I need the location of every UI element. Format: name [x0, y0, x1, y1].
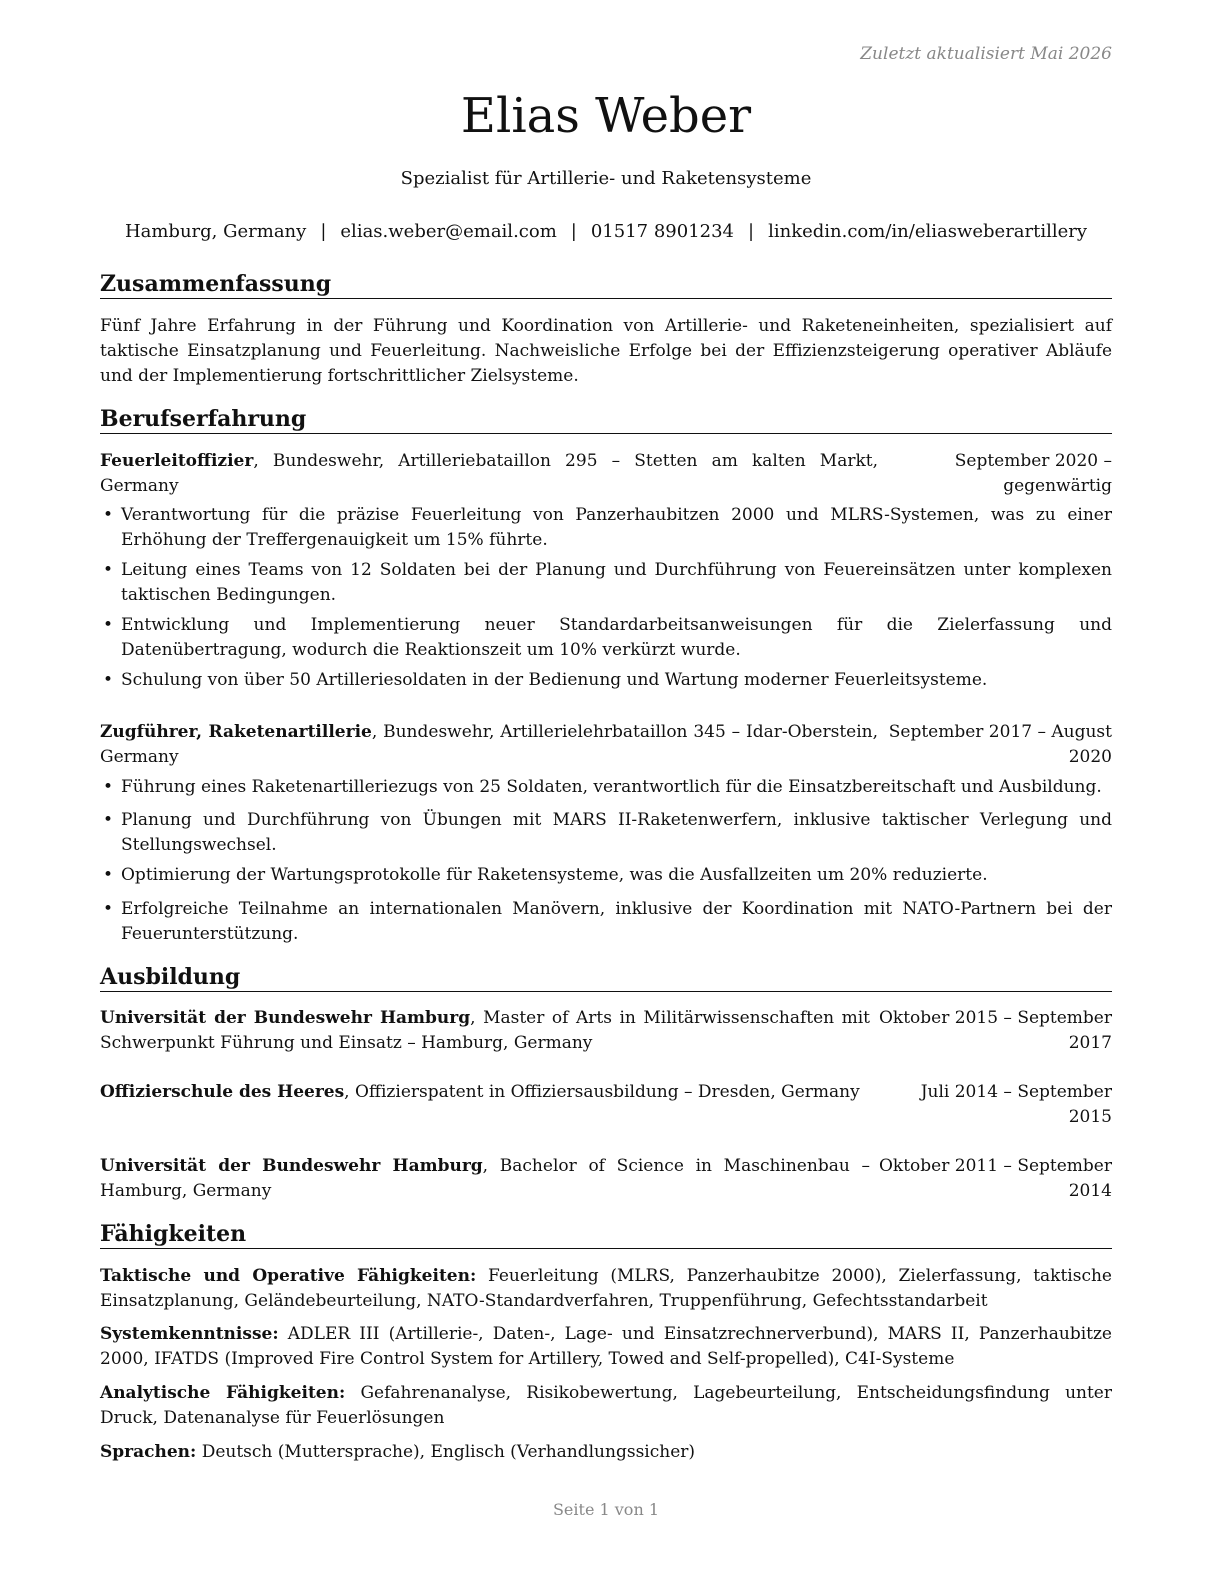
list-item: • Optimierung der Wartungsprotokolle für Raketensysteme, was die Ausfallzeiten um 20% reduzierte.	[100, 863, 1112, 888]
summary-text: Fünf Jahre Erfahrung in der Führung und Koordination von Artillerie- und Raketeneinheiten, spezialisiert auf taktische Einsatzplanung und Feuerleitung. Nachweisliche Erfolge bei der Effizienzsteigerung operativer Abläufe und der Implementierung fortschrittlicher Zielsysteme.	[100, 316, 1112, 386]
experience-entry-header	[100, 720, 1112, 770]
experience-dates: September 2017 – August 2020	[888, 722, 1112, 767]
skill-text: Deutsch (Muttersprache), Englisch (Verhandlungssicher)	[196, 1442, 696, 1462]
education-entry-title	[100, 1006, 870, 1056]
experience-entry-title	[100, 720, 878, 770]
skill-row	[100, 1264, 1112, 1314]
education-detail: , Bachelor of Science in Maschinenbau – Hamburg, Germany	[100, 1156, 870, 1201]
education-detail: , Offizierspatent in Offiziersausbildung – Dresden, Germany	[344, 1082, 860, 1102]
experience-role: Feuerleitoffizier	[100, 451, 254, 471]
education-dates: Oktober 2011 – September 2014	[878, 1156, 1112, 1201]
skill-text: Gefahrenanalyse, Risikobewertung, Lagebeurteilung, Entscheidungsfindung unter Druck, Datenanalyse für Feuerlösungen	[100, 1383, 1112, 1428]
education-school: Universität der Bundeswehr Hamburg	[100, 1156, 483, 1176]
experience-entry-title	[100, 449, 878, 499]
education-dates: Juli 2014 – September 2015	[920, 1082, 1112, 1127]
experience-role: Zugführer, Raketenartillerie	[100, 722, 372, 742]
list-item: • Verantwortung für die präzise Feuerleitung von Panzerhaubitzen 2000 und MLRS-Systemen, was zu einer Erhöhung der Treffergenauigkeit um 15% führte.	[100, 503, 1112, 553]
skill-label: Taktische und Operative Fähigkeiten:	[100, 1266, 477, 1286]
skill-row	[100, 1440, 1112, 1465]
skill-label: Sprachen:	[100, 1442, 197, 1462]
education-entry	[100, 1154, 1112, 1204]
skill-row	[100, 1381, 1112, 1431]
list-item: • Leitung eines Teams von 12 Soldaten bei der Planung und Durchführung von Feuereinsätzen unter komplexen taktischen Bedingungen.	[100, 558, 1112, 608]
skill-text: ADLER III (Artillerie-, Daten-, Lage- und Einsatzrechnerverbund), MARS II, Panzerhaubitze 2000, IFATDS (Improved Fire Control System for Artillery, Towed and Self-propelled), C4I-Systeme	[100, 1324, 1112, 1369]
education-entry	[100, 1006, 1112, 1056]
skill-text: Feuerleitung (MLRS, Panzerhaubitze 2000), Zielerfassung, taktische Einsatzplanung, Geländebeurteilung, NATO-Standardverfahren, Truppenführung, Gefechtsstandarbeit	[100, 1266, 1112, 1311]
candidate-headline: Spezialist für Artillerie- und Raketensysteme	[400, 168, 812, 189]
skill-row	[100, 1322, 1112, 1372]
resume-page	[100, 0, 1112, 1584]
section-title-education: Ausbildung	[100, 963, 1112, 992]
section-title-experience: Berufserfahrung	[100, 405, 1112, 434]
experience-bullets	[100, 775, 1112, 947]
section-title-summary: Zusammenfassung	[100, 270, 1112, 299]
list-item: • Planung und Durchführung von Übungen mit MARS II-Raketenwerfern, inklusive taktischer Verlegung und Stellungswechsel.	[100, 808, 1112, 858]
contact-location: Hamburg, Germany	[124, 221, 307, 242]
education-entry	[100, 1080, 1112, 1130]
education-entry-title	[100, 1154, 870, 1204]
skill-label: Systemkenntnisse:	[100, 1324, 279, 1344]
experience-bullets	[100, 503, 1112, 693]
education-school: Offizierschule des Heeres	[100, 1082, 345, 1102]
experience-org: , Bundeswehr, Artilleriebataillon 295 – Stetten am kalten Markt, Germany	[100, 451, 878, 496]
contact-separator: |	[320, 221, 327, 242]
page-number: Seite 1 von 1	[552, 1500, 660, 1519]
contact-phone: 01517 8901234	[590, 221, 735, 242]
list-item: • Erfolgreiche Teilnahme an internationalen Manövern, inklusive der Koordination mit NATO-Partnern bei der Feuerunterstützung.	[100, 897, 1112, 947]
experience-dates: September 2020 – gegenwärtig	[954, 451, 1112, 496]
experience-entry-header	[100, 449, 1112, 499]
education-detail: , Master of Arts in Militärwissenschaften mit Schwerpunkt Führung und Einsatz – Hamburg, Germany	[100, 1008, 871, 1053]
education-school: Universität der Bundeswehr Hamburg	[100, 1008, 471, 1028]
contact-linkedin[interactable]: linkedin.com/in/eliasweberartillery	[768, 221, 1088, 242]
experience-org: , Bundeswehr, Artillerielehrbataillon 345 – Idar-Oberstein, Germany	[100, 722, 878, 767]
section-title-skills: Fähigkeiten	[100, 1220, 1112, 1249]
contact-separator: |	[570, 221, 577, 242]
contact-email[interactable]: elias.weber@email.com	[340, 221, 557, 242]
list-item: • Führung eines Raketenartilleriezugs von 25 Soldaten, verantwortlich für die Einsatzbereitschaft und Ausbildung.	[100, 775, 1112, 800]
education-entry-title	[100, 1080, 870, 1105]
last-updated: Zuletzt aktualisiert Mai 2026	[860, 44, 1112, 64]
contact-separator: |	[748, 221, 755, 242]
education-dates: Oktober 2015 – September 2017	[878, 1008, 1112, 1053]
list-item: • Schulung von über 50 Artilleriesoldaten in der Bedienung und Wartung moderner Feuerleitsysteme.	[100, 668, 1112, 693]
candidate-name: Elias Weber	[460, 88, 752, 144]
skill-label: Analytische Fähigkeiten:	[100, 1383, 346, 1403]
list-item: • Entwicklung und Implementierung neuer Standardarbeitsanweisungen für die Zielerfassung und Datenübertragung, wodurch die Reaktionszeit um 10% verkürzt wurde.	[100, 613, 1112, 663]
contact-line	[100, 219, 1112, 245]
